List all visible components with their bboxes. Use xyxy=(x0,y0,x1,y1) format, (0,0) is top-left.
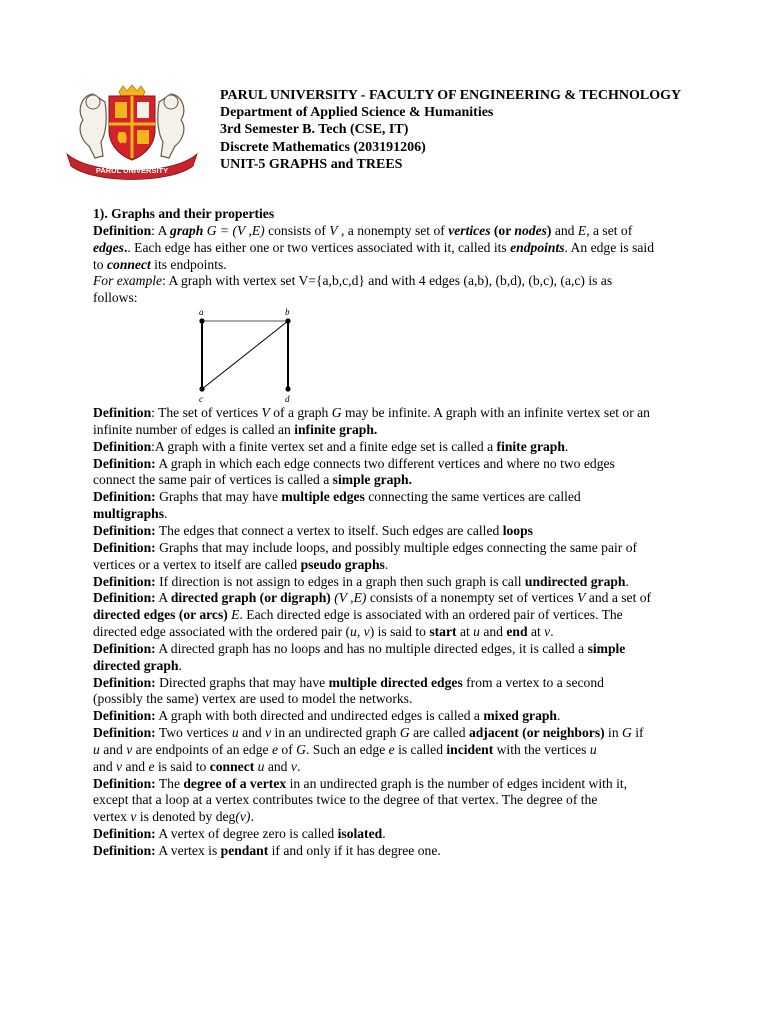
definition-undirected-graph: Definition: If direction is not assign to edges in a graph then such graph is call undirected graph. xyxy=(93,573,629,589)
definition-isolated: Definition: A vertex of degree zero is called isolated. xyxy=(93,826,386,842)
crown-emblem xyxy=(119,85,145,96)
vertex-label-d: d xyxy=(285,394,290,405)
definition-mixed-graph: Definition: A graph with both directed and undirected edges is called a mixed graph. xyxy=(93,708,561,724)
header-department: Department of Applied Science & Humanities xyxy=(220,105,494,121)
definition-loops: Definition: The edges that connect a vertex to itself. Such edges are called loops xyxy=(93,522,533,538)
definition-infinite-graph: Definition: The set of vertices V of a graph G may be infinite. A graph with an infinite vertex set or an infinite number of edges is called an infinite graph. xyxy=(93,405,650,437)
vertex-b xyxy=(285,318,290,323)
vertex-d xyxy=(285,386,290,391)
banner-text: PARUL UNIVERSITY xyxy=(95,166,169,175)
section-title: 1). Graphs and their properties xyxy=(93,206,275,221)
graph-definition: Definition: A graph G = (V ,E) consists of V , a nonempty set of vertices (or nodes) and E, a set of edges.. Each edge has either one or two vertices associated with it, called its endpoints. An edge is said to connect its endpoints. xyxy=(93,222,654,272)
definition-simple-graph: Definition: A graph in which each edge connects two different vertices and where no two edges connect the same pair of vertices is called a simple graph. xyxy=(93,455,615,488)
document-header xyxy=(220,87,681,173)
example-graph-figure xyxy=(188,307,308,405)
header-semester: 3rd Semester B. Tech (CSE, IT) xyxy=(220,122,409,138)
header-course: Discrete Mathematics (203191206) xyxy=(220,139,426,155)
definition-directed-graph: Definition: A directed graph (or digraph) (V ,E) consists of a nonempty set of vertices V and a set of directed edges (or arcs) E. Each directed edge is associated with an ordered pair of vertices. The directed edge associated with the ordered pair (u, v) is said to start at u and end at v. xyxy=(93,590,652,640)
vertex-label-a: a xyxy=(199,307,204,318)
vertex-a xyxy=(199,318,204,323)
vertex-label-b: b xyxy=(285,307,290,318)
edge-b-c xyxy=(202,321,288,389)
definition-finite-graph: Definition:A graph with a finite vertex set and a finite edge set is called a finite graph. xyxy=(93,438,569,454)
definition-pendant: Definition: A vertex is pendant if and only if it has degree one. xyxy=(93,843,441,858)
vertex-label-c: c xyxy=(199,394,203,405)
definition-directed-multigraph: Definition: Directed graphs that may have multiple directed edges from a vertex to a second (possibly the same) vertex are used to model the networks. xyxy=(93,674,604,707)
parul-university-logo xyxy=(63,84,201,180)
document-body xyxy=(93,206,743,860)
definition-adjacent: Definition: Two vertices u and v in an undirected graph G are called adjacent (or neighbors) in G if u and v are endpoints of an edge e of G. Such an edge e is called incident with the vertices u and v and e is said to connect u and v. xyxy=(93,725,644,774)
definition-multigraph: Definition: Graphs that may have multiple edges connecting the same vertices are called multigraphs. xyxy=(93,489,581,522)
example-paragraph: For example: A graph with vertex set V={a,b,c,d} and with 4 edges (a,b), (b,d), (b,c), (a,c) is as follows: xyxy=(93,273,613,306)
definition-degree: Definition: The degree of a vertex in an undirected graph is the number of edges incident with it, except that a loop at a vertex contributes twice to the degree of that vertex. The degree of the vertex v is denoted by deg(v). xyxy=(93,775,628,825)
definition-simple-directed-graph: Definition: A directed graph has no loops and has no multiple directed edges, it is called a simple directed graph. xyxy=(93,640,626,673)
vertex-c xyxy=(199,386,204,391)
header-unit: UNIT-5 GRAPHS and TREES xyxy=(220,156,403,172)
header-university: PARUL UNIVERSITY - FACULTY OF ENGINEERING & TECHNOLOGY xyxy=(220,88,682,103)
definition-pseudo-graph: Definition: Graphs that may include loops, and possibly multiple edges connecting the same pair of vertices or a vertex to itself are called pseudo graphs. xyxy=(93,539,638,572)
